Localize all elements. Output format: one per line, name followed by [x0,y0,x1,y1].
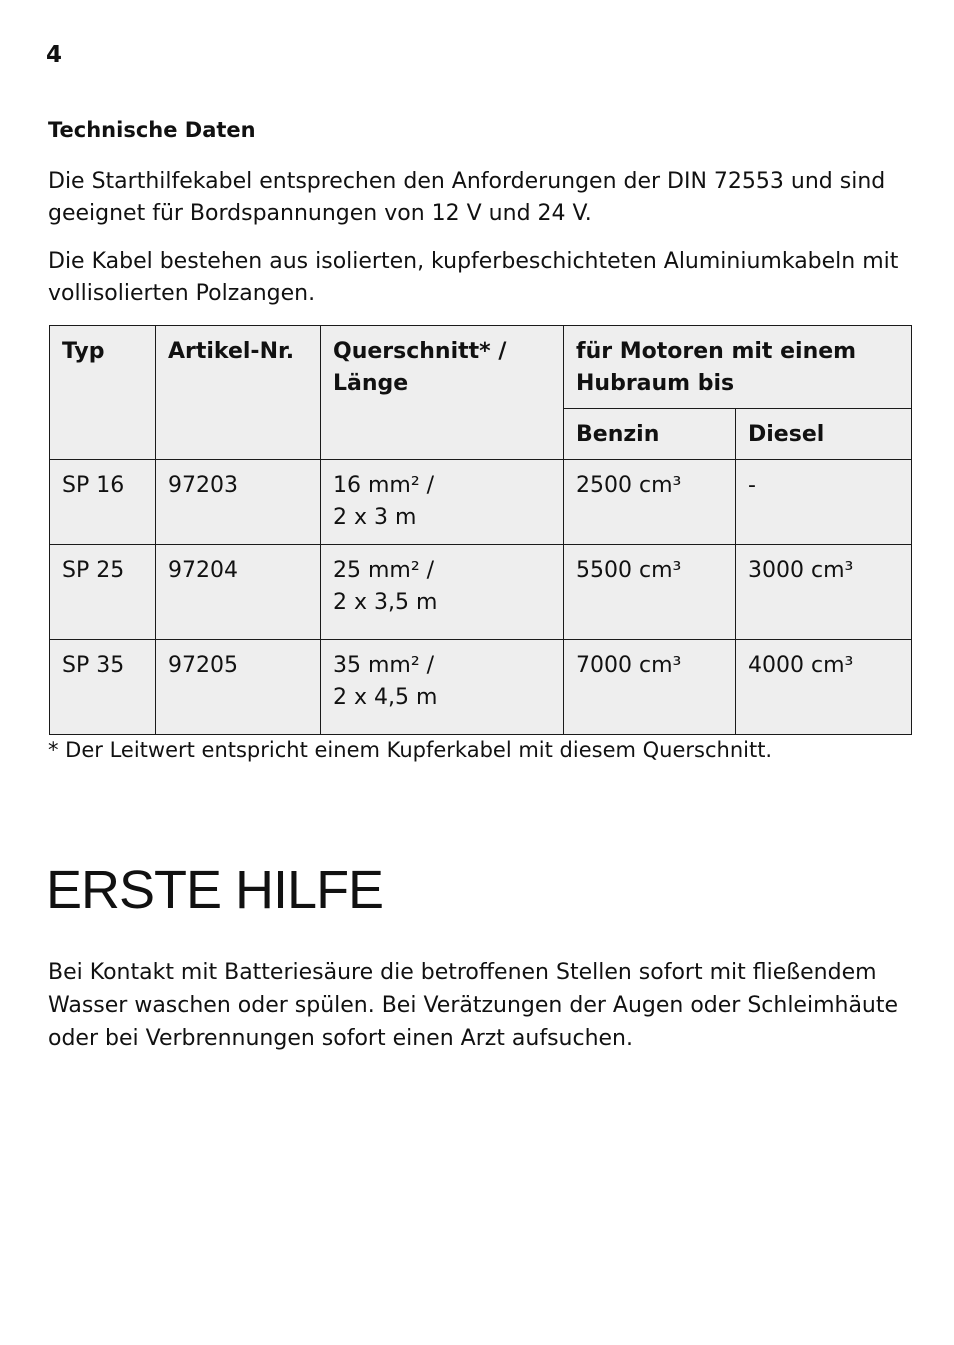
cell-querschnitt-line1: 16 mm² / [333,473,435,498]
cell-diesel: - [736,460,912,545]
technical-paragraph-materials: Die Kabel bestehen aus isolierten, kupferbeschichteten Aluminiumkabeln mit vollisolierten Polzangen. [48,249,899,306]
cell-typ: SP 25 [50,545,156,640]
header-querschnitt-line2: Länge [333,371,409,396]
first-aid-paragraph: Bei Kontakt mit Batteriesäure die betroffenen Stellen sofort mit fließendem Wasser waschen oder spülen. Bei Verätzungen der Augen oder Schleimhäute oder bei Verbrennungen sofort einen Arzt aufsuchen. [48,960,899,1051]
cell-querschnitt-line1: 35 mm² / [333,653,435,678]
cell-querschnitt-line2: 2 x 3,5 m [333,590,438,615]
technical-data-heading: Technische Daten [48,118,256,142]
technical-paragraph-standards: Die Starthilfekabel entsprechen den Anforderungen der DIN 72553 und sind geeignet für Bordspannungen von 12 V und 24 V. [48,169,886,226]
first-aid-title: ERSTE HILFE [46,860,384,920]
table-row [50,460,912,545]
cell-benzin: 7000 cm³ [564,640,736,735]
header-typ: Typ [50,326,156,460]
header-benzin: Benzin [564,409,736,460]
table-header-row [50,326,912,409]
specifications-table [49,325,912,735]
cell-typ: SP 35 [50,640,156,735]
cell-typ: SP 16 [50,460,156,545]
cell-querschnitt [321,460,564,545]
cell-querschnitt [321,545,564,640]
header-querschnitt-line1: Querschnitt* / [333,339,507,364]
page-number: 4 [46,42,63,68]
header-motoren: für Motoren mit einem Hubraum bis [564,326,912,409]
table-row [50,640,912,735]
cell-artikel: 97205 [156,640,321,735]
cell-benzin: 5500 cm³ [564,545,736,640]
cell-querschnitt-line2: 2 x 3 m [333,505,417,530]
cell-querschnitt-line2: 2 x 4,5 m [333,685,438,710]
header-artikel: Artikel-Nr. [156,326,321,460]
header-querschnitt [321,326,564,460]
header-diesel: Diesel [736,409,912,460]
table-row [50,545,912,640]
cell-querschnitt-line1: 25 mm² / [333,558,435,583]
cell-diesel: 4000 cm³ [736,640,912,735]
cell-diesel: 3000 cm³ [736,545,912,640]
cell-artikel: 97204 [156,545,321,640]
table-footnote: * Der Leitwert entspricht einem Kupferkabel mit diesem Querschnitt. [48,738,773,762]
cell-querschnitt [321,640,564,735]
cell-benzin: 2500 cm³ [564,460,736,545]
cell-artikel: 97203 [156,460,321,545]
